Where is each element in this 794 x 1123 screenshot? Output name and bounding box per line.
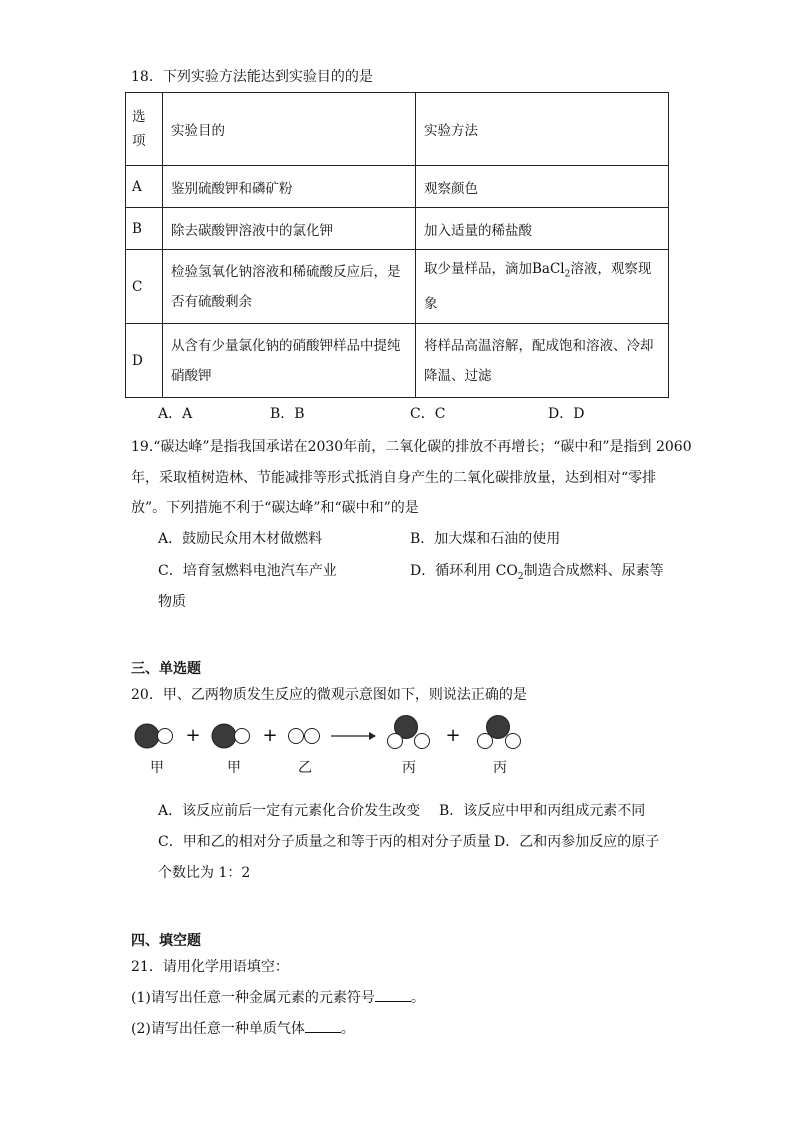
table-row (126, 166, 669, 208)
q18-choice-d: D．D (548, 406, 585, 422)
molecule-jia-1 (135, 724, 173, 748)
table-row (126, 250, 669, 324)
q21-stem: 21．请用化学用语填空： (131, 959, 289, 975)
q18-choice-a: A．A (158, 406, 193, 422)
molecule-bing-2 (478, 716, 521, 749)
row-option: B (126, 208, 163, 250)
plus-sign-2: + (262, 725, 278, 746)
experiment-table (125, 92, 669, 398)
answer-blank-2[interactable] (305, 1018, 341, 1033)
q20-stem: 20．甲、乙两物质发生反应的微观示意图如下，则说法正确的是 (131, 687, 527, 703)
q20-choice-b: B．该反应中甲和丙组成元素不同 (439, 803, 646, 819)
row-method: 将样品高温溶解，配成饱和溶液、冷却 降温、过滤 (416, 324, 669, 398)
q19-line-2: 年，采取植树造林、节能减排等形式抵消自身产生的二氧化碳排放量，达到相对“零排 (131, 470, 657, 486)
q19-line-1: 19.“碳达峰”是指我国承诺在2030年前，二氧化碳的排放不再增长；“碳中和”是指到 2060 (131, 439, 692, 455)
row-method: 观察颜色 (416, 166, 669, 208)
q18-choice-c: C．C (410, 406, 446, 422)
q18-choice-b: B．B (270, 406, 305, 422)
row-goal: 除去碳酸钾溶液中的氯化钾 (163, 208, 416, 250)
q19-line-3: 放”。下列措施不利于“碳达峰”和“碳中和”的是 (131, 500, 419, 516)
header-goal: 实验目的 (163, 93, 416, 166)
header-method: 实验方法 (416, 93, 669, 166)
q21-part-2: (2)请写出任意一种单质气体 。 (131, 1018, 355, 1038)
section-heading-3: 三、单选题 (131, 661, 201, 677)
molecule-yi (289, 729, 320, 744)
q18-stem: 18．下列实验方法能达到实验目的的是 (131, 69, 373, 85)
reaction-arrow (331, 732, 376, 740)
q19-choice-d: D．循环利用 $CO_2$制造合成燃料、尿素等 (410, 563, 664, 582)
header-option: 选项 (126, 93, 163, 166)
molecule-jia-2 (212, 724, 250, 748)
row-goal: 检验氢氧化钠溶液和稀硫酸反应后，是 否有硫酸剩余 (163, 250, 416, 324)
table-row (126, 324, 669, 398)
table-row (126, 208, 669, 250)
label-jia-1: 甲 (150, 760, 164, 776)
answer-blank-1[interactable] (375, 987, 411, 1002)
q20-choice-c: C．甲和乙的相对分子质量之和等于丙的相对分子质量 (158, 834, 491, 850)
plus-sign-1: + (185, 725, 201, 746)
row-goal: 鉴别硫酸钾和磷矿粉 (163, 166, 416, 208)
reaction-diagram (125, 712, 535, 754)
label-bing-2: 丙 (493, 760, 507, 776)
row-method: 加入适量的稀盐酸 (416, 208, 669, 250)
row-option: D (126, 324, 163, 398)
q20-choice-d: D．乙和丙参加反应的原子 (494, 834, 660, 850)
q20-choice-a: A．该反应前后一定有元素化合价发生改变 (158, 803, 421, 819)
q20-choice-d-cont: 个数比为 1：2 (158, 865, 251, 881)
q19-choice-d-cont: 物质 (158, 594, 186, 610)
q19-choice-b: B．加大煤和石油的使用 (410, 531, 561, 547)
row-option: A (126, 166, 163, 208)
row-method: 取少量样品，滴加BaCl$_2$溶液，观察现 象 (416, 250, 669, 324)
q19-choice-c: C．培育氢燃料电池汽车产业 (158, 563, 337, 579)
label-yi: 乙 (298, 760, 312, 776)
q19-choice-a: A．鼓励民众用木材做燃料 (158, 531, 323, 547)
molecule-bing-1 (388, 716, 430, 749)
row-option: C (126, 250, 163, 324)
label-jia-2: 甲 (227, 760, 241, 776)
row-goal: 从含有少量氯化钠的硝酸钾样品中提纯 硝酸钾 (163, 324, 416, 398)
section-heading-4: 四、填空题 (131, 933, 201, 949)
plus-sign-3: + (445, 725, 461, 746)
table-header-row (126, 93, 669, 166)
q21-part-1: (1)请写出任意一种金属元素的元素符号 。 (131, 987, 425, 1007)
label-bing-1: 丙 (402, 760, 416, 776)
